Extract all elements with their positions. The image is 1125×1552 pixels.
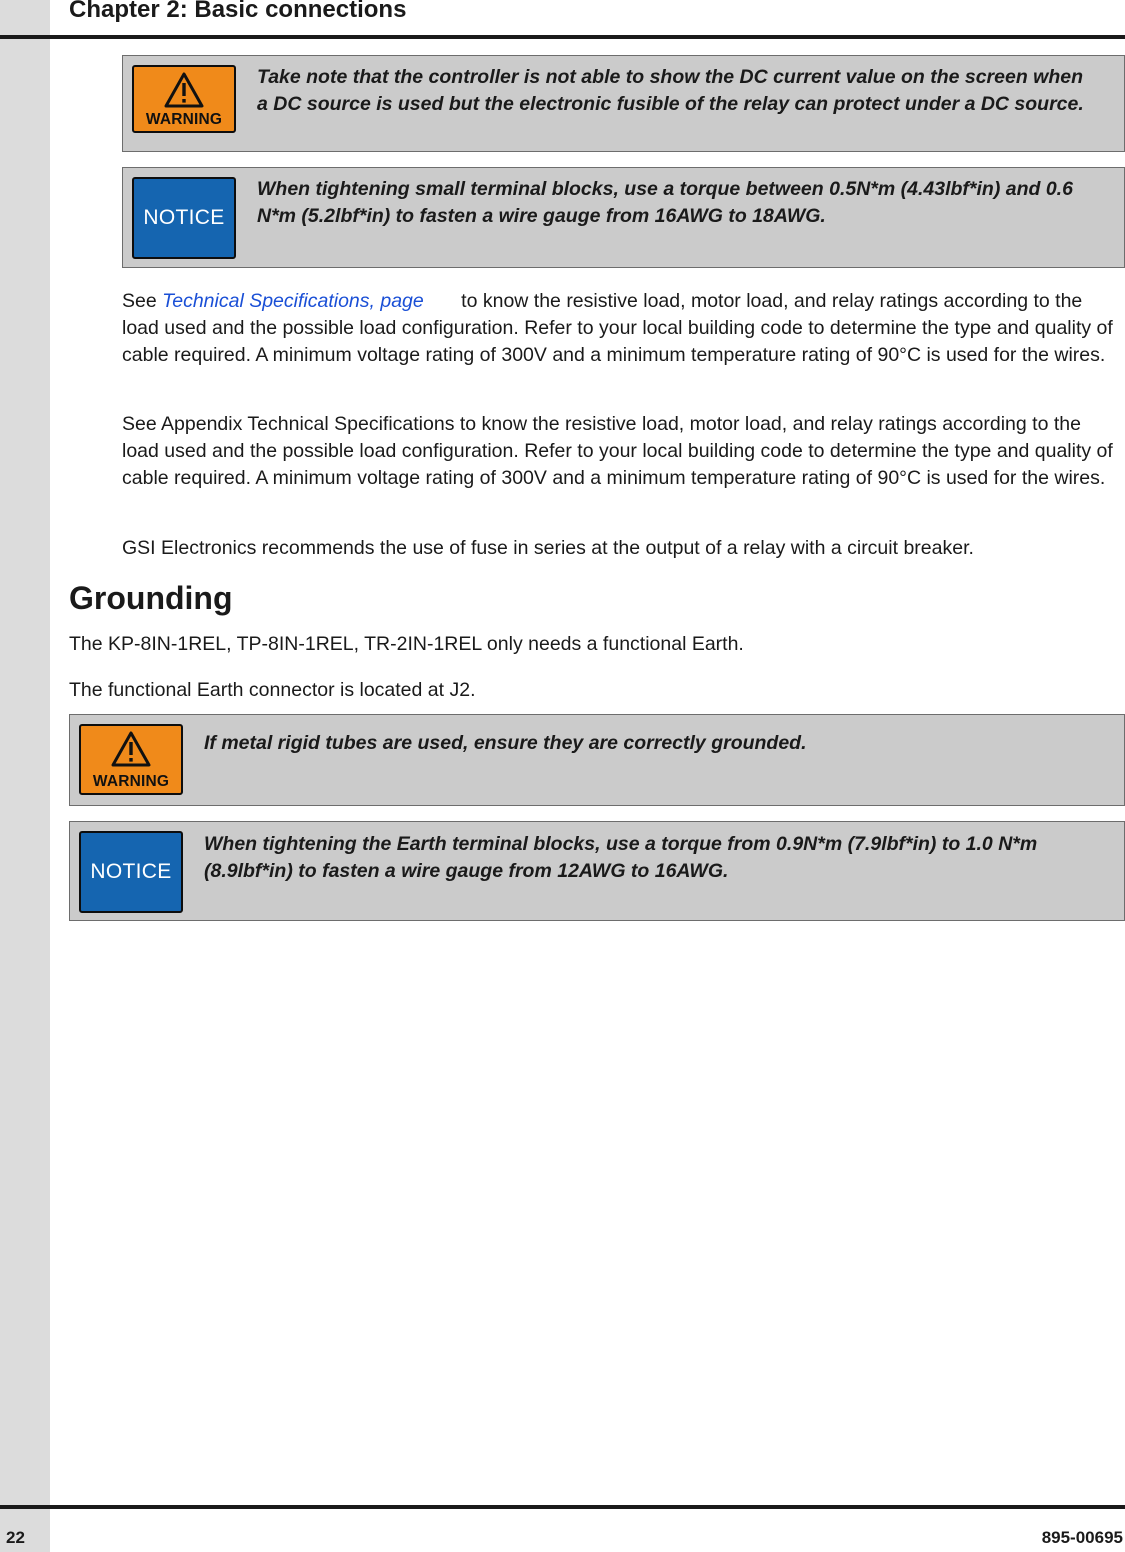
chapter-title: Chapter 2: Basic connections — [69, 0, 407, 23]
header-rule — [0, 35, 1125, 39]
notice-text: When tightening small terminal blocks, use a torque between 0.5N*m (4.43lbf*in) and 0.6 N*m (5.2lbf*in) to fasten a wire gauge from 16AWG to 18AWG. — [257, 178, 1073, 227]
notice-badge: NOTICE — [132, 177, 236, 259]
grounding-paragraph: The KP-8IN-1REL, TP-8IN-1REL, TR-2IN-1REL only needs a functional Earth. — [69, 633, 744, 655]
document-number: 895-00695 — [1041, 1528, 1123, 1547]
notice-badge: NOTICE — [79, 831, 183, 913]
body-paragraph: See Appendix Technical Specifications to know the resistive load, motor load, and relay ratings according to the load used and the possible load configuration. Refer to your local building code to determine the type and quality of cable required. A minimum voltage rating of 300V and a minimum temperature rating of 90°C is used for the wires. — [122, 413, 1113, 489]
page-number: 22 — [6, 1528, 25, 1547]
warning-admonition — [122, 55, 1125, 152]
page-margin-strip — [0, 0, 50, 1552]
warning-badge — [132, 65, 236, 133]
notice-admonition — [122, 167, 1125, 268]
grounding-paragraph: The functional Earth connector is located at J2. — [69, 679, 476, 701]
warning-label: WARNING — [145, 111, 223, 128]
paragraph-prefix: See — [122, 290, 157, 312]
warning-label: WARNING — [92, 773, 170, 790]
body-paragraph — [122, 288, 1122, 369]
technical-specifications-link[interactable]: Technical Specifications, page — [162, 290, 424, 312]
section-heading-grounding: Grounding — [69, 580, 233, 616]
notice-text: When tightening the Earth terminal blocks, use a torque from 0.9N*m (7.9lbf*in) to 1.0 N*m (8.9lbf*in) to fasten a wire gauge from 12AWG to 16AWG. — [204, 833, 1038, 882]
notice-admonition — [69, 821, 1125, 921]
paragraph-text: to know the resistive load, motor load, and relay ratings according to the load used and the possible load configuration. Refer to your local building code to determine the type and quality of cable required. A minimum voltage rating of 300V and a minimum temperature rating of 90°C is used for the wires. — [122, 290, 1113, 366]
warning-triangle-icon — [111, 731, 151, 767]
footer-rule — [0, 1505, 1125, 1509]
body-paragraph: GSI Electronics recommends the use of fuse in series at the output of a relay with a circuit breaker. — [122, 537, 974, 559]
warning-text: If metal rigid tubes are used, ensure they are correctly grounded. — [204, 732, 807, 754]
warning-badge — [79, 724, 183, 795]
warning-text: Take note that the controller is not able to show the DC current value on the screen when a DC source is used but the electronic fusible of the relay can protect under a DC source. — [257, 66, 1084, 115]
warning-admonition — [69, 714, 1125, 806]
warning-triangle-icon — [164, 72, 204, 108]
